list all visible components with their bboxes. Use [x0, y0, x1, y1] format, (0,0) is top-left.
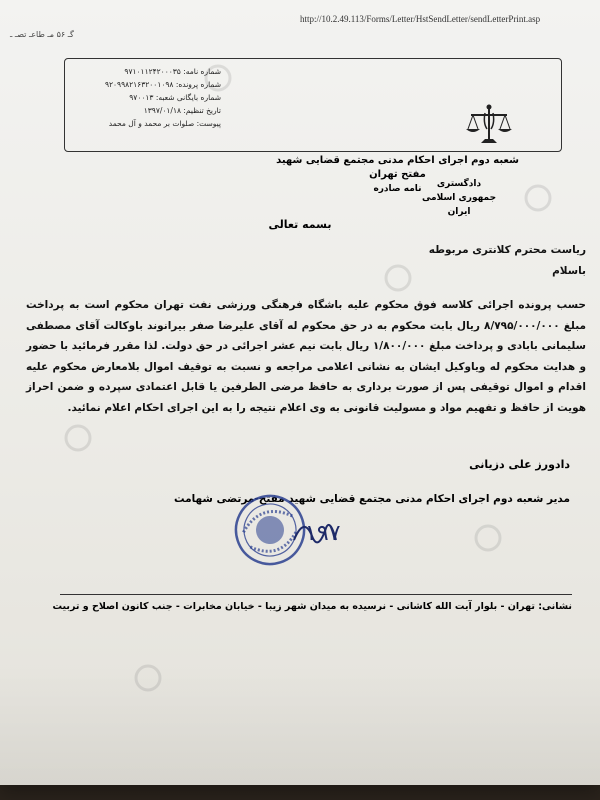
- print-header-left: گـ ۵۶ مـ طاعـ تصـ ـ: [10, 30, 74, 39]
- archive-number: شماره بایگانی شعبه: ۹۷۰۰۱۳: [129, 93, 221, 102]
- letter-paragraph: حسب پرونده اجرائی کلاسه فوق محکوم علیه باشگاه فرهنگی ورزشی نفت تهران محکوم است به پرداخت مبلغ ۸/۷۹۵/۰۰۰/۰۰۰ ریال بابت محکوم به در حق محکوم له آقای علیرضا صفر بیرانوند باوکالت آقای مصطفی سلیمانی بابادی و پرداخت مبلغ ۱/۸۰۰/۰۰۰ ریال بابت نیم عشر اجرائی در حق دولت. لذا مقرر فرمائید با حضور و هدایت محکوم له ویاوکیل ایشان به نشانی اعلامی مراجعه و نسبت به توقیف اموال بلامعارض محکوم علیه اقدام و اموال توقیفی پس از صورت برداری به حافظ مرضی الطرفین یا قابل اعتمادی سپرده و ضمن احراز هویت از حافظ و تفهیم مواد و مسولیت قانونی به وی اعلام نتیجه را به این اجرای احکام اعلام نمائید.: [26, 299, 586, 414]
- footer-divider: [60, 594, 572, 595]
- issue-date: تاریخ تنظیم: ۱۳۹۷/۰۱/۱۸: [143, 106, 221, 115]
- print-url: http://10.2.49.113/Forms/Letter/HstSendLetter/sendLetterPrint.asp: [300, 14, 541, 24]
- branch-name: شعبه دوم اجرای احکام مدنی مجتمع قضایی شهید مفتح تهران: [276, 155, 519, 180]
- judge-name: دادورز علی دزیانی: [469, 458, 570, 471]
- letter-body: [26, 240, 586, 418]
- branch-manager: مدیر شعبه دوم اجرای احکام مدنی مجتمع قضایی شهید مفتح-مرتضی شهامت: [173, 493, 570, 505]
- watermark-icon: [130, 660, 166, 696]
- handwritten-number: ۱۹۷: [305, 521, 341, 546]
- basmala: بسمه تعالی: [268, 218, 332, 231]
- watermark-icon: [470, 520, 506, 556]
- iran-emblem-icon: [461, 99, 517, 155]
- court-name: دادگستری جمهوری اسلامی ایران: [421, 179, 497, 217]
- watermark-icon: [60, 420, 96, 456]
- letter-meta: [71, 65, 221, 130]
- watermark-icon: [520, 180, 556, 216]
- address: نشانی: تهران - بلوار آیت الله کاشانی - نرسیده به میدان شهر زیبا - خیابان مخابرات - جنب کانون اصلاح و تربیت: [52, 601, 572, 612]
- greeting: باسلام: [552, 264, 586, 277]
- case-number: شماره پرونده: ۹۲۰۹۹۸۲۱۶۳۲۰۰۱۰۹۸: [104, 80, 221, 89]
- letterhead-box: [64, 58, 562, 217]
- recipient: ریاست محترم کلانتری مربوطه: [428, 244, 586, 256]
- attachment: پیوست: صلوات بر محمد و آل محمد: [108, 119, 221, 128]
- letter-type: نامه صادره: [373, 184, 422, 194]
- paper-shade: [0, 665, 600, 785]
- branch-title: [270, 154, 525, 196]
- letter-number: شماره نامه: ۹۷۱۰۱۱۲۴۲۰۰۰۳۵: [124, 67, 221, 76]
